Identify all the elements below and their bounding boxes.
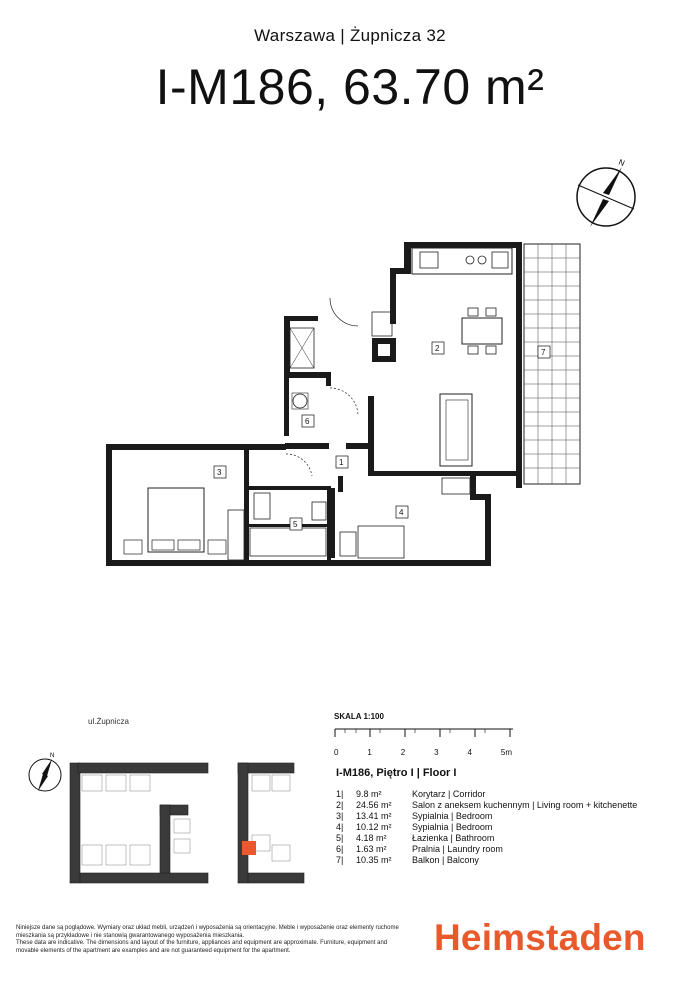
room-tag-7: 7 <box>541 348 546 357</box>
room-tag-6: 6 <box>305 417 310 426</box>
room-row <box>336 789 637 800</box>
room-area: 10.12 m² <box>356 822 392 832</box>
room-name: Balkon | Balcony <box>412 855 479 865</box>
scale-tick: 5m <box>500 748 512 757</box>
apartment-title: I-M186, 63.70 m² <box>155 59 545 115</box>
room-tag-5: 5 <box>293 520 298 529</box>
compass-icon <box>571 155 641 230</box>
compass-north-label: N <box>617 157 626 169</box>
scale-ticks <box>334 748 512 757</box>
scale-tick: 3 <box>434 748 439 757</box>
street-label: ul.Żupnicza <box>88 717 129 726</box>
scale-tick: 0 <box>334 748 339 757</box>
room-number: 4| <box>336 822 344 832</box>
room-name: Salon z aneksem kuchennym | Living room + kitchenette <box>412 800 638 810</box>
room-tag-2: 2 <box>435 344 440 353</box>
room-row <box>336 811 637 822</box>
room-row <box>336 844 637 855</box>
scale-tick: 2 <box>400 748 406 757</box>
room-tag-4: 4 <box>399 508 404 517</box>
disclaimer-pl: Niniejsze dane są poglądowe. Wymiary oraz układ mebli, urządzeń i wyposażenia są orientacyjne. Meble i wyposażenie oraz elementy ruchome mieszkania są przykładowe i nie stanowią gwarantowanego wyposażenia mieszkania. <box>16 925 399 939</box>
room-area: 9.8 m² <box>356 789 382 799</box>
room-tag-3: 3 <box>217 468 222 477</box>
room-area: 13.41 m² <box>356 811 392 821</box>
site-plan <box>20 735 310 910</box>
location-subtitle: Warszawa | Żupnicza 32 <box>254 26 446 45</box>
room-name: Pralnia | Laundry room <box>412 844 503 854</box>
room-number: 7| <box>336 855 344 865</box>
scale-block <box>334 712 524 757</box>
room-area: 1.63 m² <box>356 844 387 854</box>
site-north-label: N <box>50 753 55 759</box>
site-plan-unit-highlight <box>242 841 256 855</box>
room-row <box>336 822 637 833</box>
disclaimer <box>16 925 406 955</box>
scale-title: SKALA 1:100 <box>334 712 384 721</box>
room-row <box>336 855 637 866</box>
room-row <box>336 800 637 811</box>
unit-heading: I-M186, Piętro I | Floor I <box>336 767 457 779</box>
scale-bar <box>334 727 514 739</box>
room-tag-1: 1 <box>339 458 344 467</box>
room-area: 4.18 m² <box>356 833 387 843</box>
room-name: Sypialnia | Bedroom <box>412 822 493 832</box>
room-name: Korytarz | Corridor <box>412 789 486 799</box>
room-area: 10.35 m² <box>356 855 392 865</box>
room-number: 3| <box>336 811 344 821</box>
room-number: 5| <box>336 833 344 843</box>
room-name: Łazienka | Bathroom <box>412 833 495 843</box>
room-number: 1| <box>336 789 344 799</box>
floor-plan <box>100 238 590 573</box>
balcony-grid <box>524 244 580 484</box>
brand-logo: Heimstaden <box>434 917 646 958</box>
room-list <box>336 789 637 866</box>
room-area: 24.56 m² <box>356 800 392 810</box>
plan-walls <box>106 242 522 566</box>
room-row <box>336 833 637 844</box>
room-number: 6| <box>336 844 344 854</box>
room-number: 2| <box>336 800 344 810</box>
disclaimer-en: These data are indicative. The dimensions and layout of the furniture, appliances and equipment are approximate. Furniture, equipment and movable elements of the apartment are examples and are not guaranteed equipment for the apartment. <box>16 940 388 954</box>
scale-tick: 1 <box>367 748 372 757</box>
scale-tick: 4 <box>467 748 472 757</box>
room-name: Sypialnia | Bedroom <box>412 811 493 821</box>
